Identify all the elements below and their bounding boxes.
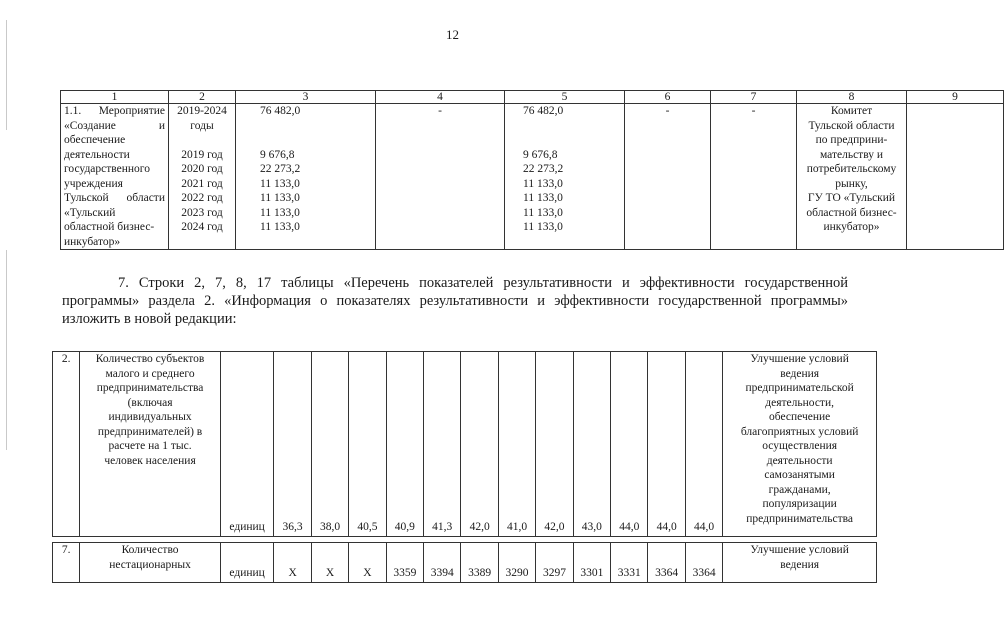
- paragraph-line: 7. Строки 2, 7, 8, 17 таблицы «Перечень показателей результативности и эффективности государственной: [118, 275, 848, 291]
- table-row: [61, 104, 1004, 250]
- value-cell: 40,5: [349, 352, 386, 537]
- value-cell: 42,0: [536, 352, 573, 537]
- row-number-cell: 2.: [53, 352, 80, 537]
- header-cell: 4: [376, 91, 505, 104]
- activity-name-cell: 1.1. Мероприятие «Создание и обеспечение деятельности государственного учреждения Тульской области «Тульский областной бизнес- инкубатор»: [61, 104, 169, 250]
- value-cell: 42,0: [461, 352, 498, 537]
- program-activity-table: [60, 90, 1004, 250]
- value-cell: 3364: [648, 543, 685, 583]
- value-cell: 40,9: [386, 352, 423, 537]
- total-funding-cell: 76 482,0 9 676,8 22 273,2 11 133,0 11 133,0 11 133,0 11 133,0: [236, 104, 376, 250]
- header-cell: 2: [169, 91, 236, 104]
- header-cell: 1: [61, 91, 169, 104]
- indicators-table: [52, 351, 877, 583]
- value-cell: 3394: [424, 543, 461, 583]
- expected-result-cell: Улучшение условий ведения: [723, 543, 877, 583]
- header-cell: 3: [236, 91, 376, 104]
- value-cell: 3290: [498, 543, 535, 583]
- expected-result-cell: Улучшение условий ведения предпринимательской деятельности, обеспечение благоприятных условий осуществления деятельности самозанятыми гражданами, популяризации предпринимательства: [723, 352, 877, 537]
- header-cell: 5: [505, 91, 625, 104]
- value-cell: 3364: [685, 543, 722, 583]
- scan-edge-mark: [6, 250, 7, 450]
- table-row: [53, 352, 877, 537]
- federal-budget-cell: -: [376, 104, 505, 250]
- value-cell: 38,0: [311, 352, 348, 537]
- amendment-paragraph: [62, 274, 848, 328]
- value-cell: X: [349, 543, 386, 583]
- table-row: [53, 543, 877, 583]
- value-cell: 41,0: [498, 352, 535, 537]
- page-number: 12: [446, 27, 459, 42]
- value-cell: 44,0: [611, 352, 648, 537]
- value-cell: 41,3: [424, 352, 461, 537]
- header-cell: 7: [711, 91, 797, 104]
- regional-budget-cell: 76 482,0 9 676,8 22 273,2 11 133,0 11 133,0 11 133,0 11 133,0: [505, 104, 625, 250]
- note-cell: [907, 104, 1004, 250]
- unit-cell: единиц: [220, 352, 274, 537]
- extrabudget-cell: -: [711, 104, 797, 250]
- value-cell: 43,0: [573, 352, 610, 537]
- period-cell: 2019-2024 годы 2019 год 2020 год 2021 год 2022 год 2023 год 2024 год: [169, 104, 236, 250]
- table-header-row: [61, 91, 1004, 104]
- value-cell: X: [311, 543, 348, 583]
- value-cell: X: [274, 543, 311, 583]
- header-cell: 8: [797, 91, 907, 104]
- header-cell: 6: [625, 91, 711, 104]
- value-cell: 3331: [611, 543, 648, 583]
- paragraph-line: изложить в новой редакции:: [62, 311, 237, 327]
- indicator-name-cell: Количество нестационарных: [80, 543, 221, 583]
- municipal-budget-cell: -: [625, 104, 711, 250]
- row-number-cell: 7.: [53, 543, 80, 583]
- responsible-cell: Комитет Тульской области по предприни- мательству и потребительскому рынку, ГУ ТО «Тульский областной бизнес- инкубатор»: [797, 104, 907, 250]
- value-cell: 3297: [536, 543, 573, 583]
- value-cell: 3301: [573, 543, 610, 583]
- value-cell: 3389: [461, 543, 498, 583]
- paragraph-line: программы» раздела 2. «Информация о показателях результативности и эффективности государственной программы»: [62, 293, 848, 309]
- unit-cell: единиц: [220, 543, 274, 583]
- value-cell: 3359: [386, 543, 423, 583]
- value-cell: 36,3: [274, 352, 311, 537]
- value-cell: 44,0: [685, 352, 722, 537]
- header-cell: 9: [907, 91, 1004, 104]
- scan-edge-mark: [6, 20, 7, 130]
- value-cell: 44,0: [648, 352, 685, 537]
- indicator-name-cell: Количество субъектов малого и среднего предпринимательства (включая индивидуальных предпринимателей) в расчете на 1 тыс. человек населения: [80, 352, 221, 537]
